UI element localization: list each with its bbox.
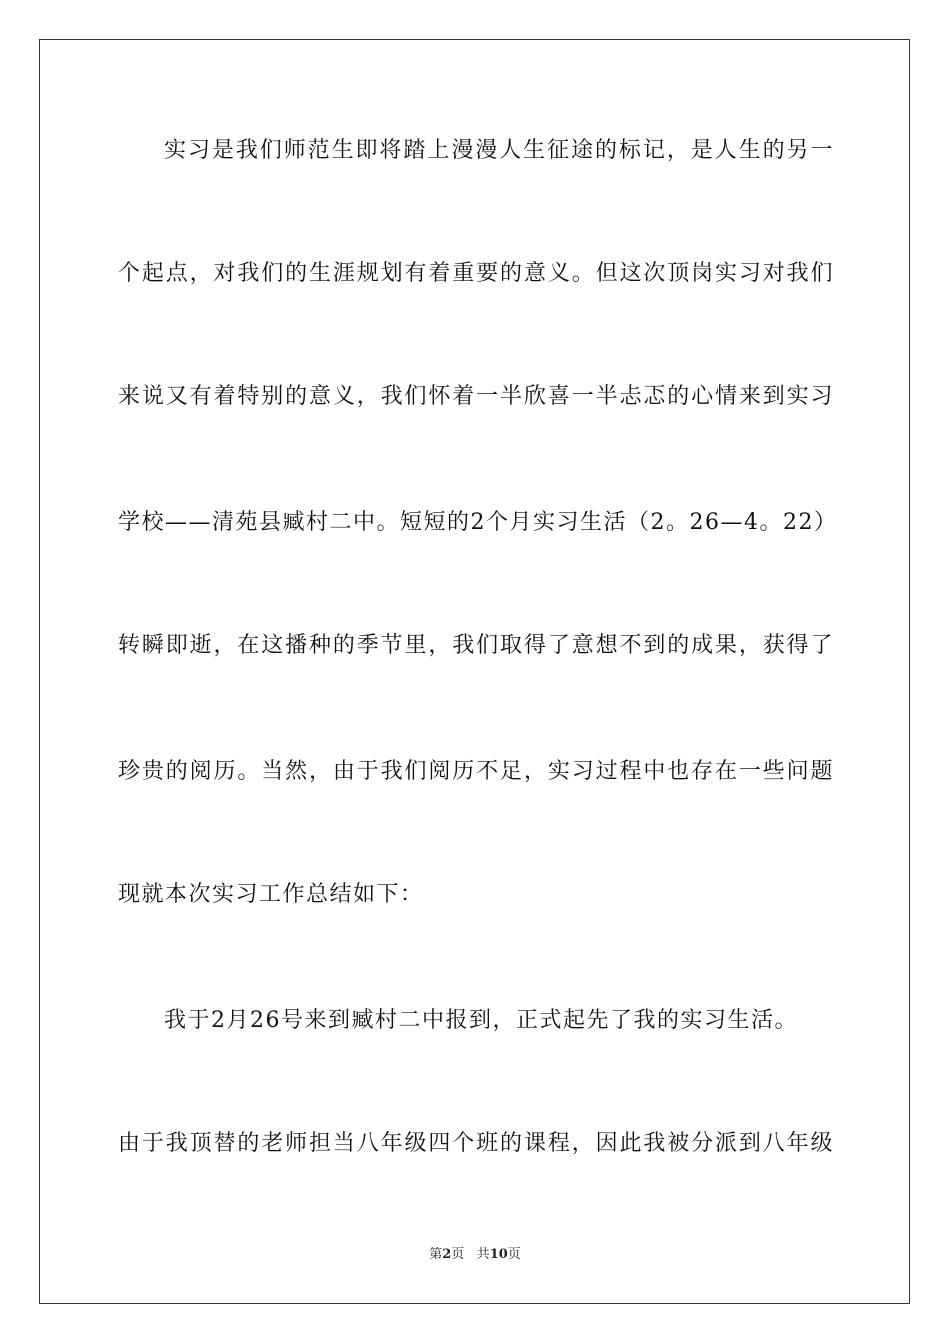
footer-page-number: 2 [442,1247,452,1262]
page-footer [0,1246,950,1264]
footer-page-prefix: 第 [429,1247,443,1262]
footer-total-pages: 10 [489,1247,508,1262]
page-border [39,39,910,1304]
text-line-6: 珍贵的阅历。当然，由于我们阅历不足，实习过程中也存在一些问题 [118,759,834,784]
footer-total-suffix: 页 [507,1247,521,1262]
footer-total-prefix: 共 [476,1247,490,1262]
text-line-8: 我于2月26号来到臧村二中报到，正式起先了我的实习生活。 [164,1008,798,1033]
footer-page-suffix: 页 [451,1247,465,1262]
text-line-9: 由于我顶替的老师担当八年级四个班的课程，因此我被分派到八年级 [118,1131,834,1156]
text-line-3: 来说又有着特别的意义，我们怀着一半欣喜一半忐忑的心情来到实习 [118,384,834,409]
text-line-5: 转瞬即逝，在这播种的季节里，我们取得了意想不到的成果，获得了 [118,633,834,658]
text-line-2: 个起点，对我们的生涯规划有着重要的意义。但这次顶岗实习对我们 [118,261,834,286]
text-line-7: 现就本次实习工作总结如下： [118,882,424,907]
text-line-4: 学校——清苑县臧村二中。短短的2个月实习生活（2。26—4。22） [118,510,838,535]
text-line-1: 实习是我们师范生即将踏上漫漫人生征途的标记，是人生的另一 [164,138,834,163]
